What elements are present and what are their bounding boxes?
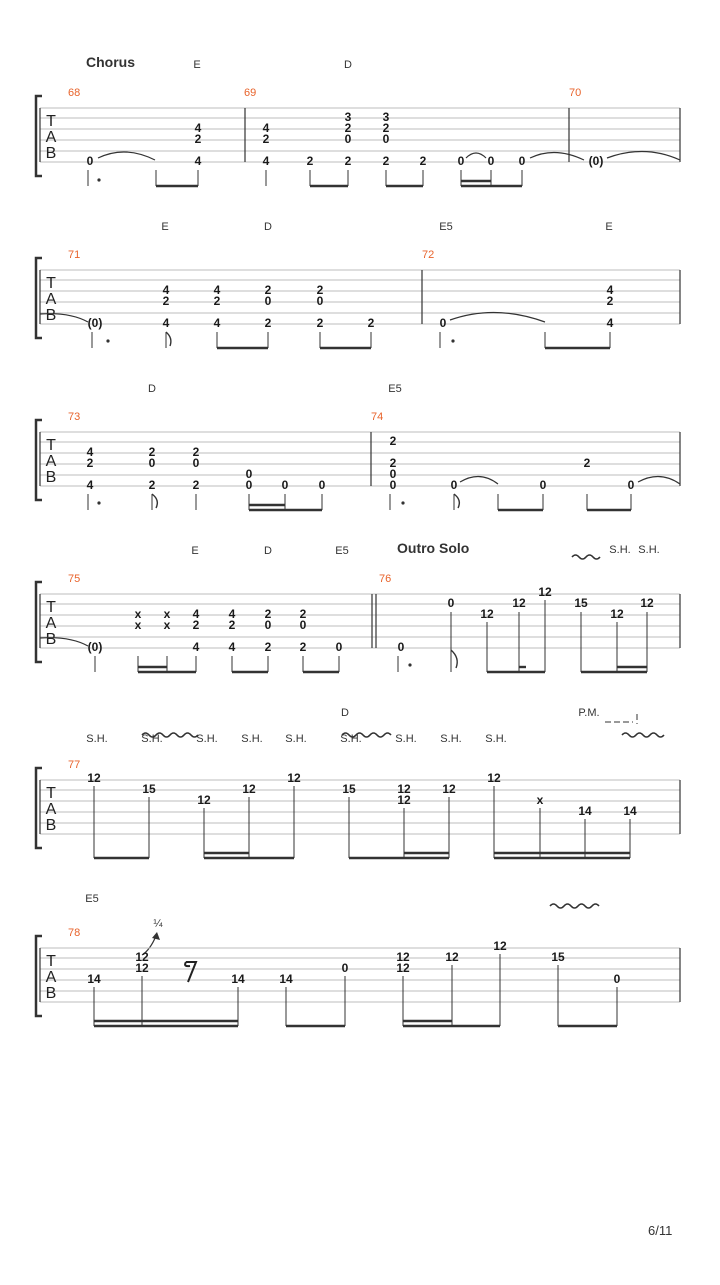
fret-number: 2 <box>264 283 272 297</box>
fret-number: (0) <box>87 640 103 654</box>
fret-number: 2 <box>148 478 156 492</box>
fret-number: 2 <box>192 445 200 459</box>
rhythm-notation <box>94 954 617 1026</box>
fret-number: 12 <box>135 950 149 964</box>
fret-number: 2 <box>264 640 272 654</box>
fret-number: 2 <box>264 607 272 621</box>
technique-label: S.H. <box>340 733 362 745</box>
technique-label: S.H. <box>285 733 307 745</box>
chord-symbol: E <box>605 221 613 233</box>
tab-clef-letter-a: A <box>45 129 57 146</box>
tab-clef-letter-a: A <box>45 291 57 308</box>
rhythm-notation <box>88 170 522 186</box>
technique-label: S.H. <box>196 733 218 745</box>
fret-number: 0 <box>344 132 352 146</box>
fret-number: 4 <box>262 121 270 135</box>
tab-system-2 <box>36 221 680 348</box>
fret-number: 2 <box>419 154 427 168</box>
fret-number: 3 <box>344 110 352 124</box>
vibrato-icon <box>550 904 599 908</box>
fret-number: 12 <box>197 793 211 807</box>
fret-number: 2 <box>192 478 200 492</box>
tab-system-3 <box>36 383 680 510</box>
fret-number: 2 <box>299 640 307 654</box>
fret-number: 4 <box>262 154 270 168</box>
fret-number: 0 <box>318 478 326 492</box>
bend-arrowhead-icon <box>152 932 160 940</box>
technique-label: S.H. <box>638 544 660 556</box>
fret-number: 2 <box>389 456 397 470</box>
fret-number: 2 <box>194 132 202 146</box>
tab-clef-letter-b: B <box>45 817 57 834</box>
fret-number: 4 <box>213 283 221 297</box>
fret-number: 2 <box>367 316 375 330</box>
tab-system-4 <box>36 540 680 672</box>
rhythm-notation <box>88 494 631 510</box>
fret-number: 12 <box>487 771 501 785</box>
technique-label: S.H. <box>395 733 417 745</box>
tab-clef-letter-t: T <box>46 599 56 616</box>
palm-mute-extension <box>605 714 637 724</box>
fret-number: 0 <box>281 478 289 492</box>
fret-number: 0 <box>518 154 526 168</box>
fret-number: 14 <box>231 972 245 986</box>
fret-number: 12 <box>442 782 456 796</box>
fret-number: (0) <box>87 316 103 330</box>
tab-system-6 <box>36 893 680 1026</box>
fret-number: 3 <box>382 110 390 124</box>
tab-staff-lines <box>40 108 680 162</box>
bar-number: 74 <box>371 411 384 423</box>
tab-clef-letter-b: B <box>45 145 57 162</box>
fret-number: 0 <box>264 618 272 632</box>
technique-label: S.H. <box>141 733 163 745</box>
fret-number: 0 <box>389 478 397 492</box>
bar-number: 78 <box>68 927 81 939</box>
fret-number: 2 <box>606 294 614 308</box>
chord-symbol: D <box>264 221 272 233</box>
fret-number: 2 <box>316 283 324 297</box>
dead-note-x: x <box>163 618 171 632</box>
fret-number: 15 <box>551 950 565 964</box>
fret-number: 2 <box>389 434 397 448</box>
fret-number: 0 <box>450 478 458 492</box>
fret-number: 12 <box>640 596 654 610</box>
fret-number: 14 <box>87 972 101 986</box>
fret-number: 12 <box>538 585 552 599</box>
fret-number: 4 <box>162 316 170 330</box>
fret-number: 12 <box>287 771 301 785</box>
tab-staff-lines <box>40 270 680 324</box>
bar-number: 77 <box>68 759 81 771</box>
fret-number: 4 <box>194 121 202 135</box>
fret-number: 12 <box>397 782 411 796</box>
rhythm-notation <box>92 332 610 348</box>
fret-number: 0 <box>627 478 635 492</box>
fret-number: 2 <box>299 607 307 621</box>
fret-number: 4 <box>192 607 200 621</box>
tab-clef-letter-a: A <box>45 453 57 470</box>
fret-number: 12 <box>480 607 494 621</box>
tab-clef-letter-a: A <box>45 615 57 632</box>
fret-number: 4 <box>213 316 221 330</box>
palm-mute-label: P.M. <box>578 707 600 719</box>
fret-number: 12 <box>396 961 410 975</box>
fret-number: 4 <box>606 316 614 330</box>
section-label-chorus: Chorus <box>86 54 135 70</box>
dead-note-x: x <box>134 607 142 621</box>
fret-number: 4 <box>192 640 200 654</box>
fret-number: 2 <box>382 154 390 168</box>
chord-symbol: D <box>344 59 352 71</box>
chord-symbol: E <box>161 221 169 233</box>
rhythm-notation <box>94 786 630 858</box>
tab-clef-letter-t: T <box>46 113 56 130</box>
fret-number: 14 <box>578 804 592 818</box>
fret-number: 2 <box>264 316 272 330</box>
fret-number: 12 <box>493 939 507 953</box>
bar-number: 71 <box>68 249 81 261</box>
fret-number: 2 <box>583 456 591 470</box>
technique-label: S.H. <box>609 544 631 556</box>
fret-number: 4 <box>162 283 170 297</box>
tab-clef-letter-a: A <box>45 969 57 986</box>
fret-number: 0 <box>539 478 547 492</box>
chord-symbol: D <box>148 383 156 395</box>
fret-number: 4 <box>228 640 236 654</box>
tab-clef-letter-t: T <box>46 437 56 454</box>
fret-number: 4 <box>228 607 236 621</box>
section-label-outro-solo: Outro Solo <box>397 540 470 556</box>
fret-number: 0 <box>264 294 272 308</box>
fret-number: 2 <box>192 618 200 632</box>
chord-symbol: E5 <box>388 383 402 395</box>
fret-number: 12 <box>396 950 410 964</box>
fret-number: 2 <box>262 132 270 146</box>
fret-number: 14 <box>623 804 637 818</box>
fret-number: 0 <box>86 154 94 168</box>
bar-number: 70 <box>569 87 582 99</box>
fret-number: 12 <box>445 950 459 964</box>
chord-symbol: D <box>341 707 349 719</box>
fret-number: 0 <box>299 618 307 632</box>
sixteenth-rest-icon <box>185 962 196 982</box>
page-number: 6/11 <box>648 1223 673 1238</box>
chord-symbol: E <box>193 59 201 71</box>
fret-number: 0 <box>245 478 253 492</box>
tab-system-1 <box>36 54 680 186</box>
fret-number: 0 <box>341 961 349 975</box>
fret-number: 4 <box>86 445 94 459</box>
fret-number: 0 <box>439 316 447 330</box>
fret-number: 4 <box>86 478 94 492</box>
dead-note-x: x <box>163 607 171 621</box>
fret-number: 2 <box>148 445 156 459</box>
rhythm-notation <box>95 600 647 672</box>
tie-arcs <box>460 476 680 484</box>
fret-number: 14 <box>279 972 293 986</box>
fret-number: 0 <box>245 467 253 481</box>
chord-symbol: E5 <box>335 545 349 557</box>
fret-number: 2 <box>382 121 390 135</box>
fret-number: 0 <box>397 640 405 654</box>
bend-amount-label: ¼ <box>153 918 163 930</box>
fret-number: 2 <box>316 316 324 330</box>
fret-number: 0 <box>613 972 621 986</box>
fret-number: (0) <box>588 154 604 168</box>
tab-clef-letter-b: B <box>45 631 57 648</box>
fret-number: 4 <box>606 283 614 297</box>
fret-number: 2 <box>344 121 352 135</box>
bar-number: 72 <box>422 249 435 261</box>
bar-number: 68 <box>68 87 81 99</box>
fret-number: 0 <box>447 596 455 610</box>
fret-number: 12 <box>135 961 149 975</box>
fret-number: 12 <box>242 782 256 796</box>
chord-symbol: D <box>264 545 272 557</box>
bar-number: 75 <box>68 573 81 585</box>
fret-number: 0 <box>487 154 495 168</box>
fret-number: 2 <box>213 294 221 308</box>
technique-label: S.H. <box>485 733 507 745</box>
bar-number: 73 <box>68 411 81 423</box>
dead-note-x: x <box>536 793 544 807</box>
tie-arcs <box>40 312 545 322</box>
fret-number: 2 <box>228 618 236 632</box>
chord-symbol: E5 <box>439 221 453 233</box>
fret-number: 0 <box>457 154 465 168</box>
dead-note-x: x <box>134 618 142 632</box>
tab-clef-letter-t: T <box>46 275 56 292</box>
tab-clef-letter-t: T <box>46 953 56 970</box>
fret-number: 12 <box>512 596 526 610</box>
bar-number: 69 <box>244 87 257 99</box>
fret-number: 0 <box>192 456 200 470</box>
tab-clef-letter-b: B <box>45 469 57 486</box>
fret-number: 2 <box>306 154 314 168</box>
fret-number: 2 <box>86 456 94 470</box>
tab-system-5 <box>36 707 680 858</box>
tab-clef-letter-a: A <box>45 801 57 818</box>
fret-number: 0 <box>148 456 156 470</box>
technique-label: S.H. <box>86 733 108 745</box>
vibrato-icon <box>572 555 600 559</box>
fret-number: 0 <box>389 467 397 481</box>
chord-symbol: E <box>191 545 199 557</box>
fret-number: 15 <box>342 782 356 796</box>
fret-number: 15 <box>142 782 156 796</box>
fret-number: 12 <box>397 793 411 807</box>
fret-number: 2 <box>162 294 170 308</box>
technique-label: S.H. <box>241 733 263 745</box>
fret-number: 4 <box>194 154 202 168</box>
bar-number: 76 <box>379 573 392 585</box>
fret-number: 12 <box>87 771 101 785</box>
fret-number: 2 <box>344 154 352 168</box>
fret-number: 0 <box>335 640 343 654</box>
tab-clef-letter-b: B <box>45 985 57 1002</box>
fret-number: 0 <box>382 132 390 146</box>
vibrato-icon <box>622 733 664 737</box>
fret-number: 15 <box>574 596 588 610</box>
technique-label: S.H. <box>440 733 462 745</box>
fret-number: 0 <box>316 294 324 308</box>
tab-clef-letter-t: T <box>46 785 56 802</box>
fret-number: 12 <box>610 607 624 621</box>
chord-symbol: E5 <box>85 893 99 905</box>
tab-clef-letter-b: B <box>45 307 57 324</box>
